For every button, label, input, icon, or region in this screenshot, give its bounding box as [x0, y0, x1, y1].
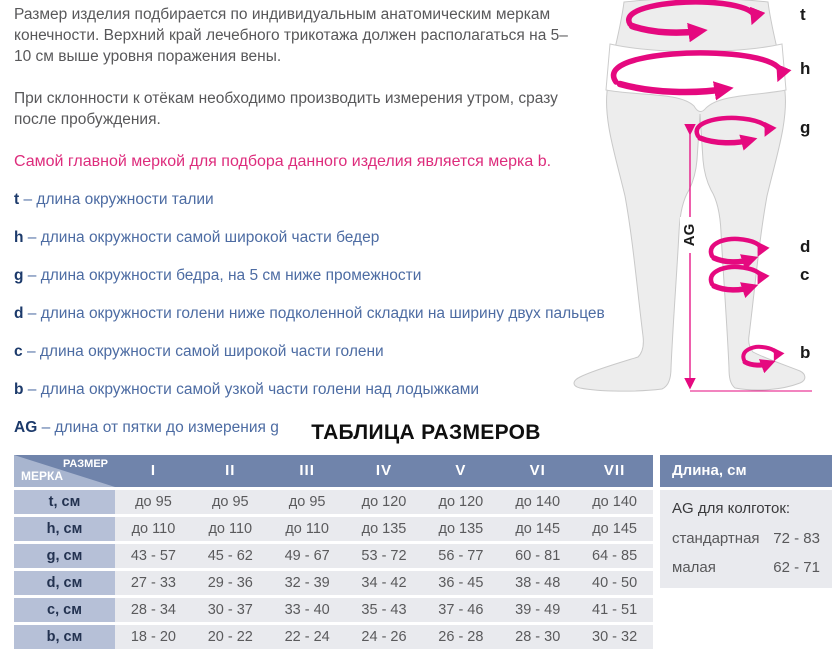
column-header: II	[225, 462, 236, 479]
length-name: стандартная	[672, 530, 760, 547]
length-value: 62 - 71	[773, 559, 820, 576]
column-header: VII	[603, 462, 626, 479]
measurement-item-b	[14, 379, 614, 400]
size-cell: 43 - 57	[115, 544, 192, 568]
size-cell: 30 - 37	[192, 598, 269, 622]
table-row-h	[14, 517, 653, 541]
length-value: 72 - 83	[773, 530, 820, 547]
measurement-letter: AG	[14, 419, 38, 436]
length-panel	[660, 455, 832, 588]
corner-label-measure: МЕРКА	[21, 469, 63, 483]
size-cell: 32 - 39	[269, 571, 346, 595]
column-header: III	[299, 462, 315, 479]
table-row-b	[14, 625, 653, 649]
size-cell: 35 - 43	[346, 598, 423, 622]
row-label: t, см	[14, 490, 115, 514]
measurement-item-h	[14, 227, 614, 248]
size-cell: до 120	[422, 490, 499, 514]
measurement-description: – длина окружности талии	[23, 191, 214, 208]
corner-label-size: РАЗМЕР	[62, 458, 108, 470]
row-label: d, см	[14, 571, 115, 595]
size-cell: 28 - 34	[115, 598, 192, 622]
measurement-letter: t	[14, 191, 20, 208]
measurement-letter: c	[14, 343, 23, 360]
highlight-sentence: Самой главной меркой для подбора данного изделия является мерка b.	[14, 153, 552, 170]
table-row-d	[14, 571, 653, 595]
size-cell: 33 - 40	[269, 598, 346, 622]
size-cell: 30 - 32	[576, 625, 653, 649]
size-cell: до 120	[346, 490, 423, 514]
measurement-letter: h	[14, 229, 24, 246]
column-header: I	[150, 462, 157, 479]
measurement-description: – длина окружности самой узкой части голени над лодыжками	[27, 381, 480, 398]
size-cell: 27 - 33	[115, 571, 192, 595]
size-cell: 40 - 50	[576, 571, 653, 595]
size-cell: 41 - 51	[576, 598, 653, 622]
figure-label-c: c	[800, 265, 810, 284]
size-cell: 45 - 62	[192, 544, 269, 568]
intro-paragraph-1: Размер изделия подбирается по индивидуальным анатомическим меркам конечности. Верхний край лечебного трикотажа должен располагаться на 5–10 см выше уровня поражения вены.	[14, 6, 568, 65]
size-cell: 18 - 20	[115, 625, 192, 649]
size-table	[14, 455, 653, 649]
size-cell: до 140	[576, 490, 653, 514]
row-label: c, см	[14, 598, 115, 622]
size-cell: до 135	[422, 517, 499, 541]
size-cell: 24 - 26	[346, 625, 423, 649]
row-label: h, см	[14, 517, 115, 541]
table-row-g	[14, 544, 653, 568]
measurement-item-t	[14, 189, 614, 210]
measurement-description: – длина окружности самой широкой части бедер	[27, 229, 380, 246]
size-cell: 37 - 46	[422, 598, 499, 622]
size-cell: 49 - 67	[269, 544, 346, 568]
size-cell: до 95	[115, 490, 192, 514]
size-cell: 60 - 81	[499, 544, 576, 568]
length-panel-header: Длина, см	[660, 455, 832, 487]
size-cell: до 95	[192, 490, 269, 514]
size-cell: 22 - 24	[269, 625, 346, 649]
size-cell: 36 - 45	[422, 571, 499, 595]
size-cell: до 135	[346, 517, 423, 541]
size-cell: до 110	[115, 517, 192, 541]
row-label: g, см	[14, 544, 115, 568]
size-table-title: ТАБЛИЦА РАЗМЕРОВ	[311, 421, 541, 444]
size-cell: 38 - 48	[499, 571, 576, 595]
size-cell: до 95	[269, 490, 346, 514]
measurement-item-c	[14, 341, 614, 362]
figure-label-d: d	[800, 237, 811, 256]
size-cell: 56 - 77	[422, 544, 499, 568]
measurement-description: – длина окружности голени ниже подколенной складки на ширину двух пальцев	[27, 305, 605, 322]
size-cell: до 145	[576, 517, 653, 541]
length-name: малая	[672, 559, 716, 576]
length-row-small	[672, 559, 820, 576]
figure-label-h: h	[800, 59, 811, 78]
size-cell: 29 - 36	[192, 571, 269, 595]
measurement-item-g	[14, 265, 614, 286]
figure-label-b: b	[800, 343, 811, 362]
column-header: VI	[529, 462, 546, 479]
figure-label-t: t	[800, 5, 806, 24]
figure-label-g: g	[800, 118, 811, 137]
size-cell: 53 - 72	[346, 544, 423, 568]
figure-label-ag: AG	[680, 217, 700, 253]
intro-text-column	[14, 4, 614, 455]
measurements-list	[14, 189, 614, 438]
measurement-letter: b	[14, 381, 24, 398]
measurement-letter: d	[14, 305, 24, 322]
measurement-letter: g	[14, 267, 24, 284]
intro-paragraph-2: При склонности к отёкам необходимо производить измерения утром, сразу после пробуждения.	[14, 90, 558, 128]
table-row-t	[14, 490, 653, 514]
size-cell: до 140	[499, 490, 576, 514]
length-row-standard	[672, 530, 820, 547]
size-cell: 64 - 85	[576, 544, 653, 568]
row-label: b, см	[14, 625, 115, 649]
length-panel-subtitle: AG для колготок:	[672, 500, 791, 517]
body-measurement-diagram	[560, 0, 832, 402]
size-cell: 39 - 49	[499, 598, 576, 622]
size-cell: до 110	[269, 517, 346, 541]
measurement-item-d	[14, 303, 614, 324]
column-header: IV	[375, 462, 393, 479]
measurement-description: – длина окружности самой широкой части голени	[26, 343, 384, 360]
legs-silhouette-graphic	[560, 0, 832, 402]
size-cell: 20 - 22	[192, 625, 269, 649]
size-table-header-row	[14, 455, 653, 487]
table-row-c	[14, 598, 653, 622]
measurement-description: – длина окружности бедра, на 5 см ниже промежности	[27, 267, 422, 284]
size-cell: 28 - 30	[499, 625, 576, 649]
size-cell: 26 - 28	[422, 625, 499, 649]
length-panel-body	[660, 490, 832, 588]
size-table-corner-cell	[14, 455, 115, 487]
size-cell: до 110	[192, 517, 269, 541]
column-header: V	[455, 462, 467, 479]
measurement-description: – длина от пятки до измерения g	[41, 419, 279, 436]
size-cell: до 145	[499, 517, 576, 541]
size-cell: 34 - 42	[346, 571, 423, 595]
